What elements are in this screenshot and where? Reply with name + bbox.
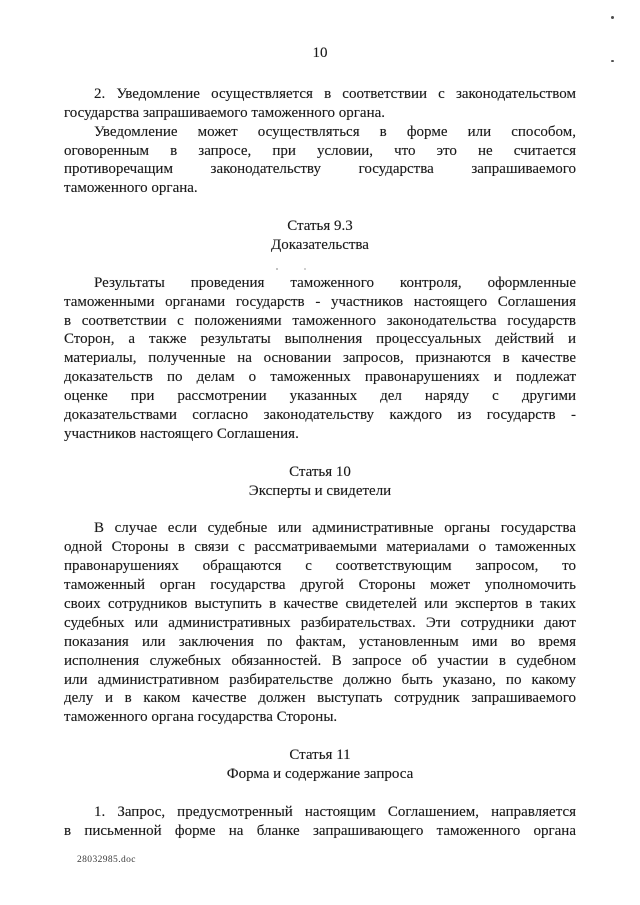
text-line: одной Стороны в связи с рассматриваемыми материалами о таможенных: [64, 539, 576, 556]
text-line: материалы, полученные на основании запросов, признаются в качестве: [64, 350, 576, 367]
scan-speck: [276, 268, 278, 270]
paragraph: [64, 85, 576, 123]
text-line: 1. Запрос, предусмотренный настоящим Соглашением, направляется: [94, 803, 576, 820]
paragraph: [64, 123, 576, 199]
text-line: Результаты проведения таможенного контроля, оформленные: [94, 274, 576, 291]
page-number: 10: [312, 45, 328, 61]
article-heading: [64, 463, 576, 501]
text-line: 2. Уведомление осуществляется в соответствии с законодательством: [94, 85, 576, 102]
text-line: Уведомление может осуществляться в форме или способом,: [94, 123, 576, 140]
text-line: доказательствами согласно законодательству каждого из государств -: [64, 407, 576, 424]
text-line: делу и в каком качестве должен выступать сотрудник запрашиваемого: [64, 690, 576, 707]
article-title: Доказательства: [271, 237, 369, 254]
paragraph: [64, 274, 576, 444]
scan-speck: [611, 60, 614, 62]
article-number: Статья 11: [289, 747, 351, 764]
text-line: или административном разбирательстве должно быть указано, по какому: [64, 671, 576, 688]
scan-speck: [304, 268, 306, 270]
text-line: таможенного органа.: [64, 180, 198, 197]
text-line: судебных или административных разбирательствах. Эти сотрудники дают: [64, 614, 576, 631]
text-line: таможенными органами государств - участников настоящего Соглашения: [64, 293, 576, 310]
text-line: показания или заключения по фактам, установленным ими во время: [64, 633, 576, 650]
text-line: противоречащим законодательству государства запрашиваемого: [64, 161, 576, 178]
article-title: Форма и содержание запроса: [226, 765, 414, 782]
content-flow: [64, 44, 576, 841]
text-line: таможенный орган государства другой Стороны может уполномочить: [64, 577, 576, 594]
paragraph: [64, 803, 576, 841]
paragraph: [64, 519, 576, 727]
text-line: правонарушениях обращаются с соответствующим запросом, то: [64, 558, 576, 575]
article-title: Эксперты и свидетели: [248, 482, 392, 499]
article-number: Статья 9.3: [287, 218, 353, 235]
article-heading: [64, 217, 576, 255]
text-line: оговоренным в запросе, при условии, что это не считается: [64, 142, 576, 159]
footer-filename: 28032985.doc: [77, 855, 136, 865]
text-line: Сторон, а также результаты выполнения процессуальных действий и: [64, 331, 576, 348]
text-line: оценке при рассмотрении указанных дел наряду с другими: [64, 388, 576, 405]
text-line: своих сотрудников выступить в качестве свидетелей или экспертов в таких: [64, 595, 576, 612]
article-heading: [64, 746, 576, 784]
text-line: исполнения служебных обязанностей. В запросе об участии в судебном: [64, 652, 576, 669]
text-line: государства запрашиваемого таможенного органа.: [64, 104, 385, 121]
text-line: доказательств по делам о таможенных правонарушениях и подлежат: [64, 369, 576, 386]
text-line: в письменной форме на бланке запрашивающего таможенного органа: [64, 822, 576, 839]
article-number: Статья 10: [289, 463, 351, 480]
scan-speck: [611, 16, 614, 19]
text-line: в соответствии с положениями таможенного законодательства государств: [64, 312, 576, 329]
text-line: участников настоящего Соглашения.: [64, 425, 299, 442]
text-line: В случае если судебные или административные органы государства: [94, 520, 576, 537]
text-line: таможенного органа государства Стороны.: [64, 709, 338, 726]
